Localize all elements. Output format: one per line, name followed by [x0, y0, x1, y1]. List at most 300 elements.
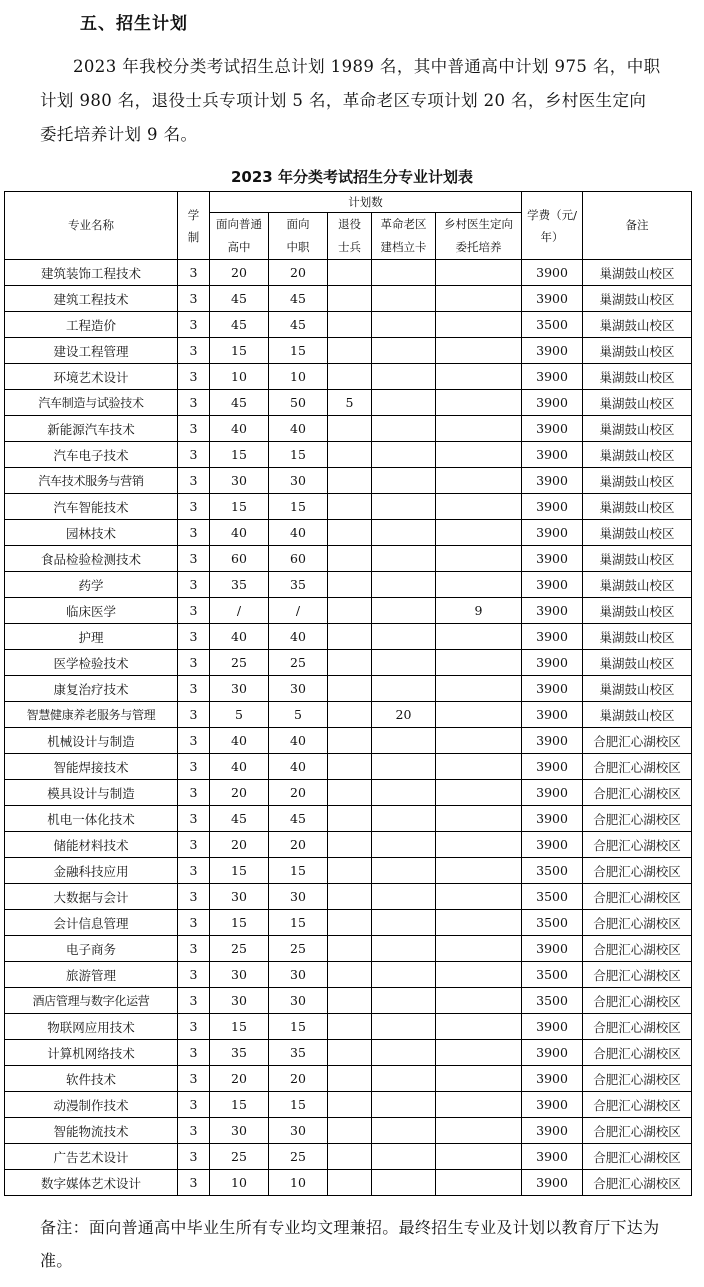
major-cell: 智慧健康养老服务与管理	[5, 702, 178, 728]
table-row	[5, 702, 692, 728]
remark-cell: 合肥汇心湖校区	[583, 832, 692, 858]
major-cell: 酒店管理与数字化运营	[5, 988, 178, 1014]
vocational-cell: 10	[269, 1170, 328, 1196]
vocational-cell: 25	[269, 1144, 328, 1170]
major-cell: 环境艺术设计	[5, 364, 178, 390]
remark-cell: 合肥汇心湖校区	[583, 988, 692, 1014]
fee-cell: 3500	[522, 910, 583, 936]
general-cell: 30	[210, 988, 269, 1014]
veteran-cell	[328, 338, 372, 364]
general-cell: 25	[210, 1144, 269, 1170]
general-cell: 40	[210, 754, 269, 780]
vocational-cell: 25	[269, 936, 328, 962]
remark-cell: 合肥汇心湖校区	[583, 806, 692, 832]
revolutionary-cell	[372, 858, 436, 884]
veteran-cell	[328, 806, 372, 832]
fee-cell: 3900	[522, 494, 583, 520]
remark-cell: 合肥汇心湖校区	[583, 962, 692, 988]
general-cell: 20	[210, 780, 269, 806]
major-cell: 临床医学	[5, 598, 178, 624]
revolutionary-cell	[372, 468, 436, 494]
major-cell: 新能源汽车技术	[5, 416, 178, 442]
remark-cell: 合肥汇心湖校区	[583, 1170, 692, 1196]
remark-cell: 巢湖鼓山校区	[583, 364, 692, 390]
vocational-cell: 45	[269, 806, 328, 832]
major-cell: 汽车智能技术	[5, 494, 178, 520]
major-cell: 电子商务	[5, 936, 178, 962]
fee-cell: 3900	[522, 728, 583, 754]
remark-cell: 巢湖鼓山校区	[583, 468, 692, 494]
remark-cell: 合肥汇心湖校区	[583, 780, 692, 806]
fee-cell: 3500	[522, 988, 583, 1014]
general-cell: 30	[210, 468, 269, 494]
veteran-cell	[328, 312, 372, 338]
revolutionary-cell	[372, 1092, 436, 1118]
veteran-cell	[328, 1170, 372, 1196]
vocational-cell: 20	[269, 260, 328, 286]
remark-cell: 巢湖鼓山校区	[583, 598, 692, 624]
years-cell: 3	[178, 910, 210, 936]
section-heading: 五、招生计划	[80, 14, 188, 34]
vocational-cell: 50	[269, 390, 328, 416]
veteran-cell	[328, 1144, 372, 1170]
rural-doctor-cell	[436, 910, 522, 936]
rural-doctor-cell	[436, 780, 522, 806]
table-row	[5, 1066, 692, 1092]
years-cell: 3	[178, 364, 210, 390]
revolutionary-cell	[372, 312, 436, 338]
vocational-cell: 30	[269, 468, 328, 494]
table-row	[5, 1144, 692, 1170]
years-cell: 3	[178, 260, 210, 286]
general-cell: 20	[210, 832, 269, 858]
fee-cell: 3500	[522, 962, 583, 988]
veteran-cell	[328, 988, 372, 1014]
major-cell: 会计信息管理	[5, 910, 178, 936]
header-general: 面向普通高中	[210, 213, 269, 260]
table-row	[5, 312, 692, 338]
vocational-cell: 15	[269, 442, 328, 468]
fee-cell: 3900	[522, 260, 583, 286]
revolutionary-cell	[372, 416, 436, 442]
vocational-cell: 20	[269, 1066, 328, 1092]
table-row	[5, 260, 692, 286]
fee-cell: 3900	[522, 650, 583, 676]
revolutionary-cell	[372, 910, 436, 936]
major-cell: 建筑装饰工程技术	[5, 260, 178, 286]
fee-cell: 3900	[522, 780, 583, 806]
general-cell: 25	[210, 650, 269, 676]
major-cell: 金融科技应用	[5, 858, 178, 884]
revolutionary-cell	[372, 1014, 436, 1040]
revolutionary-cell	[372, 1066, 436, 1092]
remark-cell: 巢湖鼓山校区	[583, 702, 692, 728]
vocational-cell: 35	[269, 1040, 328, 1066]
years-cell: 3	[178, 650, 210, 676]
rural-doctor-cell	[436, 1040, 522, 1066]
header-fee: 学费（元/年）	[522, 192, 583, 260]
table-row	[5, 1014, 692, 1040]
vocational-cell: 30	[269, 988, 328, 1014]
header-vocational: 面向中职	[269, 213, 328, 260]
table-row	[5, 494, 692, 520]
years-cell: 3	[178, 1118, 210, 1144]
revolutionary-cell	[372, 1170, 436, 1196]
remark-cell: 巢湖鼓山校区	[583, 442, 692, 468]
rural-doctor-cell	[436, 286, 522, 312]
vocational-cell: 40	[269, 728, 328, 754]
years-cell: 3	[178, 1092, 210, 1118]
fee-cell: 3900	[522, 546, 583, 572]
major-cell: 汽车技术服务与营销	[5, 468, 178, 494]
header-veteran: 退役士兵	[328, 213, 372, 260]
general-cell: 20	[210, 1066, 269, 1092]
vocational-cell: 60	[269, 546, 328, 572]
major-cell: 园林技术	[5, 520, 178, 546]
major-cell: 大数据与会计	[5, 884, 178, 910]
years-cell: 3	[178, 1040, 210, 1066]
general-cell: 30	[210, 884, 269, 910]
revolutionary-cell	[372, 728, 436, 754]
fee-cell: 3900	[522, 676, 583, 702]
rural-doctor-cell	[436, 728, 522, 754]
vocational-cell: 30	[269, 1118, 328, 1144]
major-cell: 软件技术	[5, 1066, 178, 1092]
major-cell: 康复治疗技术	[5, 676, 178, 702]
years-cell: 3	[178, 884, 210, 910]
table-row	[5, 832, 692, 858]
table-row	[5, 1170, 692, 1196]
remark-cell: 巢湖鼓山校区	[583, 312, 692, 338]
years-cell: 3	[178, 520, 210, 546]
fee-cell: 3900	[522, 364, 583, 390]
major-cell: 护理	[5, 624, 178, 650]
vocational-cell: 30	[269, 962, 328, 988]
major-cell: 机械设计与制造	[5, 728, 178, 754]
general-cell: 40	[210, 416, 269, 442]
veteran-cell	[328, 364, 372, 390]
table-row	[5, 364, 692, 390]
veteran-cell	[328, 468, 372, 494]
remark-cell: 巢湖鼓山校区	[583, 494, 692, 520]
remark-cell: 合肥汇心湖校区	[583, 858, 692, 884]
rural-doctor-cell	[436, 806, 522, 832]
veteran-cell	[328, 1092, 372, 1118]
veteran-cell	[328, 572, 372, 598]
revolutionary-cell	[372, 780, 436, 806]
veteran-cell	[328, 260, 372, 286]
veteran-cell	[328, 1040, 372, 1066]
rural-doctor-cell	[436, 832, 522, 858]
veteran-cell	[328, 598, 372, 624]
revolutionary-cell	[372, 676, 436, 702]
remark-cell: 合肥汇心湖校区	[583, 728, 692, 754]
vocational-cell: 30	[269, 676, 328, 702]
years-cell: 3	[178, 806, 210, 832]
rural-doctor-cell	[436, 754, 522, 780]
major-cell: 食品检验检测技术	[5, 546, 178, 572]
veteran-cell	[328, 728, 372, 754]
revolutionary-cell	[372, 1040, 436, 1066]
revolutionary-cell	[372, 442, 436, 468]
remark-cell: 合肥汇心湖校区	[583, 1144, 692, 1170]
rural-doctor-cell	[436, 468, 522, 494]
rural-doctor-cell	[436, 494, 522, 520]
veteran-cell	[328, 1118, 372, 1144]
remark-cell: 巢湖鼓山校区	[583, 520, 692, 546]
fee-cell: 3900	[522, 468, 583, 494]
rural-doctor-cell	[436, 1170, 522, 1196]
years-cell: 3	[178, 702, 210, 728]
veteran-cell	[328, 1014, 372, 1040]
general-cell: 40	[210, 728, 269, 754]
vocational-cell: 15	[269, 1014, 328, 1040]
rural-doctor-cell	[436, 390, 522, 416]
vocational-cell: 15	[269, 910, 328, 936]
major-cell: 动漫制作技术	[5, 1092, 178, 1118]
revolutionary-cell	[372, 624, 436, 650]
general-cell: 45	[210, 286, 269, 312]
table-row	[5, 546, 692, 572]
major-cell: 物联网应用技术	[5, 1014, 178, 1040]
general-cell: 45	[210, 806, 269, 832]
veteran-cell	[328, 936, 372, 962]
veteran-cell	[328, 832, 372, 858]
vocational-cell: 15	[269, 1092, 328, 1118]
general-cell: 45	[210, 390, 269, 416]
veteran-cell: 5	[328, 390, 372, 416]
revolutionary-cell	[372, 962, 436, 988]
header-plan-group: 计划数	[210, 192, 522, 213]
remark-cell: 合肥汇心湖校区	[583, 910, 692, 936]
revolutionary-cell	[372, 832, 436, 858]
major-cell: 计算机网络技术	[5, 1040, 178, 1066]
major-cell: 旅游管理	[5, 962, 178, 988]
remark-cell: 巢湖鼓山校区	[583, 624, 692, 650]
general-cell: 40	[210, 624, 269, 650]
remark-cell: 合肥汇心湖校区	[583, 1014, 692, 1040]
years-cell: 3	[178, 572, 210, 598]
fee-cell: 3900	[522, 1040, 583, 1066]
revolutionary-cell	[372, 598, 436, 624]
veteran-cell	[328, 1066, 372, 1092]
vocational-cell: 40	[269, 754, 328, 780]
major-cell: 储能材料技术	[5, 832, 178, 858]
rural-doctor-cell	[436, 1066, 522, 1092]
veteran-cell	[328, 780, 372, 806]
vocational-cell: 15	[269, 338, 328, 364]
rural-doctor-cell: 9	[436, 598, 522, 624]
revolutionary-cell	[372, 936, 436, 962]
table-row	[5, 1092, 692, 1118]
general-cell: 30	[210, 1118, 269, 1144]
rural-doctor-cell	[436, 312, 522, 338]
rural-doctor-cell	[436, 442, 522, 468]
remark-cell: 合肥汇心湖校区	[583, 1118, 692, 1144]
table-row	[5, 520, 692, 546]
rural-doctor-cell	[436, 702, 522, 728]
rural-doctor-cell	[436, 676, 522, 702]
veteran-cell	[328, 702, 372, 728]
fee-cell: 3900	[522, 572, 583, 598]
table-row	[5, 988, 692, 1014]
fee-cell: 3900	[522, 520, 583, 546]
general-cell: 15	[210, 1092, 269, 1118]
table-row	[5, 468, 692, 494]
vocational-cell: 35	[269, 572, 328, 598]
years-cell: 3	[178, 1066, 210, 1092]
rural-doctor-cell	[436, 572, 522, 598]
rural-doctor-cell	[436, 1092, 522, 1118]
remark-cell: 巢湖鼓山校区	[583, 546, 692, 572]
general-cell: 40	[210, 520, 269, 546]
years-cell: 3	[178, 676, 210, 702]
remark-cell: 巢湖鼓山校区	[583, 260, 692, 286]
vocational-cell: 20	[269, 832, 328, 858]
table-row	[5, 390, 692, 416]
years-cell: 3	[178, 468, 210, 494]
fee-cell: 3900	[522, 286, 583, 312]
table-row	[5, 1040, 692, 1066]
years-cell: 3	[178, 312, 210, 338]
remark-cell: 巢湖鼓山校区	[583, 676, 692, 702]
years-cell: 3	[178, 728, 210, 754]
table-row	[5, 624, 692, 650]
header-revolutionary: 革命老区建档立卡	[372, 213, 436, 260]
remark-cell: 合肥汇心湖校区	[583, 754, 692, 780]
rural-doctor-cell	[436, 260, 522, 286]
veteran-cell	[328, 624, 372, 650]
table-row	[5, 650, 692, 676]
major-cell: 数字媒体艺术设计	[5, 1170, 178, 1196]
remark-cell: 合肥汇心湖校区	[583, 1066, 692, 1092]
revolutionary-cell	[372, 546, 436, 572]
general-cell: 35	[210, 1040, 269, 1066]
fee-cell: 3900	[522, 1014, 583, 1040]
remark-cell: 合肥汇心湖校区	[583, 936, 692, 962]
fee-cell: 3500	[522, 312, 583, 338]
footnote: 备注：面向普通高中毕业生所有专业均文理兼招。最终招生专业及计划以教育厅下达为准。	[40, 1218, 660, 1270]
vocational-cell: 15	[269, 494, 328, 520]
vocational-cell: 20	[269, 780, 328, 806]
revolutionary-cell	[372, 884, 436, 910]
veteran-cell	[328, 910, 372, 936]
years-cell: 3	[178, 832, 210, 858]
table-row	[5, 416, 692, 442]
years-cell: 3	[178, 338, 210, 364]
revolutionary-cell	[372, 260, 436, 286]
fee-cell: 3900	[522, 1066, 583, 1092]
revolutionary-cell	[372, 520, 436, 546]
fee-cell: 3900	[522, 702, 583, 728]
remark-cell: 巢湖鼓山校区	[583, 416, 692, 442]
vocational-cell: 30	[269, 884, 328, 910]
remark-cell: 巢湖鼓山校区	[583, 390, 692, 416]
major-cell: 建筑工程技术	[5, 286, 178, 312]
vocational-cell: 40	[269, 520, 328, 546]
table-row	[5, 286, 692, 312]
table-row	[5, 962, 692, 988]
fee-cell: 3900	[522, 936, 583, 962]
header-years: 学制	[178, 192, 210, 260]
veteran-cell	[328, 416, 372, 442]
fee-cell: 3900	[522, 1118, 583, 1144]
years-cell: 3	[178, 598, 210, 624]
veteran-cell	[328, 520, 372, 546]
fee-cell: 3900	[522, 832, 583, 858]
veteran-cell	[328, 884, 372, 910]
revolutionary-cell	[372, 286, 436, 312]
years-cell: 3	[178, 1144, 210, 1170]
revolutionary-cell	[372, 390, 436, 416]
major-cell: 汽车电子技术	[5, 442, 178, 468]
years-cell: 3	[178, 286, 210, 312]
general-cell: 10	[210, 1170, 269, 1196]
veteran-cell	[328, 494, 372, 520]
years-cell: 3	[178, 624, 210, 650]
rural-doctor-cell	[436, 988, 522, 1014]
general-cell: 5	[210, 702, 269, 728]
general-cell: 25	[210, 936, 269, 962]
rural-doctor-cell	[436, 1118, 522, 1144]
major-cell: 机电一体化技术	[5, 806, 178, 832]
fee-cell: 3900	[522, 806, 583, 832]
fee-cell: 3900	[522, 416, 583, 442]
table-body	[5, 260, 692, 1196]
rural-doctor-cell	[436, 962, 522, 988]
general-cell: 15	[210, 910, 269, 936]
general-cell: 15	[210, 338, 269, 364]
years-cell: 3	[178, 780, 210, 806]
table-row	[5, 442, 692, 468]
remark-cell: 合肥汇心湖校区	[583, 884, 692, 910]
table-row	[5, 858, 692, 884]
table-row	[5, 806, 692, 832]
revolutionary-cell	[372, 338, 436, 364]
revolutionary-cell	[372, 754, 436, 780]
revolutionary-cell	[372, 364, 436, 390]
remark-cell: 合肥汇心湖校区	[583, 1040, 692, 1066]
table-row	[5, 676, 692, 702]
general-cell: 15	[210, 1014, 269, 1040]
years-cell: 3	[178, 858, 210, 884]
fee-cell: 3900	[522, 1092, 583, 1118]
rural-doctor-cell	[436, 650, 522, 676]
header-major: 专业名称	[5, 192, 178, 260]
rural-doctor-cell	[436, 936, 522, 962]
veteran-cell	[328, 858, 372, 884]
rural-doctor-cell	[436, 884, 522, 910]
remark-cell: 巢湖鼓山校区	[583, 572, 692, 598]
major-cell: 智能物流技术	[5, 1118, 178, 1144]
major-cell: 广告艺术设计	[5, 1144, 178, 1170]
remark-cell: 巢湖鼓山校区	[583, 338, 692, 364]
years-cell: 3	[178, 754, 210, 780]
vocational-cell: 5	[269, 702, 328, 728]
intro-paragraph: 2023 年我校分类考试招生总计划 1989 名，其中普通高中计划 975 名，中职计划 980 名，退役士兵专项计划 5 名，革命老区专项计划 20 名，乡村医生定向委托培养计划 9 名。	[40, 57, 661, 144]
remark-cell: 巢湖鼓山校区	[583, 650, 692, 676]
remark-cell: 巢湖鼓山校区	[583, 286, 692, 312]
major-cell: 医学检验技术	[5, 650, 178, 676]
table-row	[5, 936, 692, 962]
table-row	[5, 728, 692, 754]
general-cell: 30	[210, 962, 269, 988]
rural-doctor-cell	[436, 858, 522, 884]
revolutionary-cell	[372, 1118, 436, 1144]
major-cell: 智能焊接技术	[5, 754, 178, 780]
general-cell: 35	[210, 572, 269, 598]
revolutionary-cell	[372, 988, 436, 1014]
